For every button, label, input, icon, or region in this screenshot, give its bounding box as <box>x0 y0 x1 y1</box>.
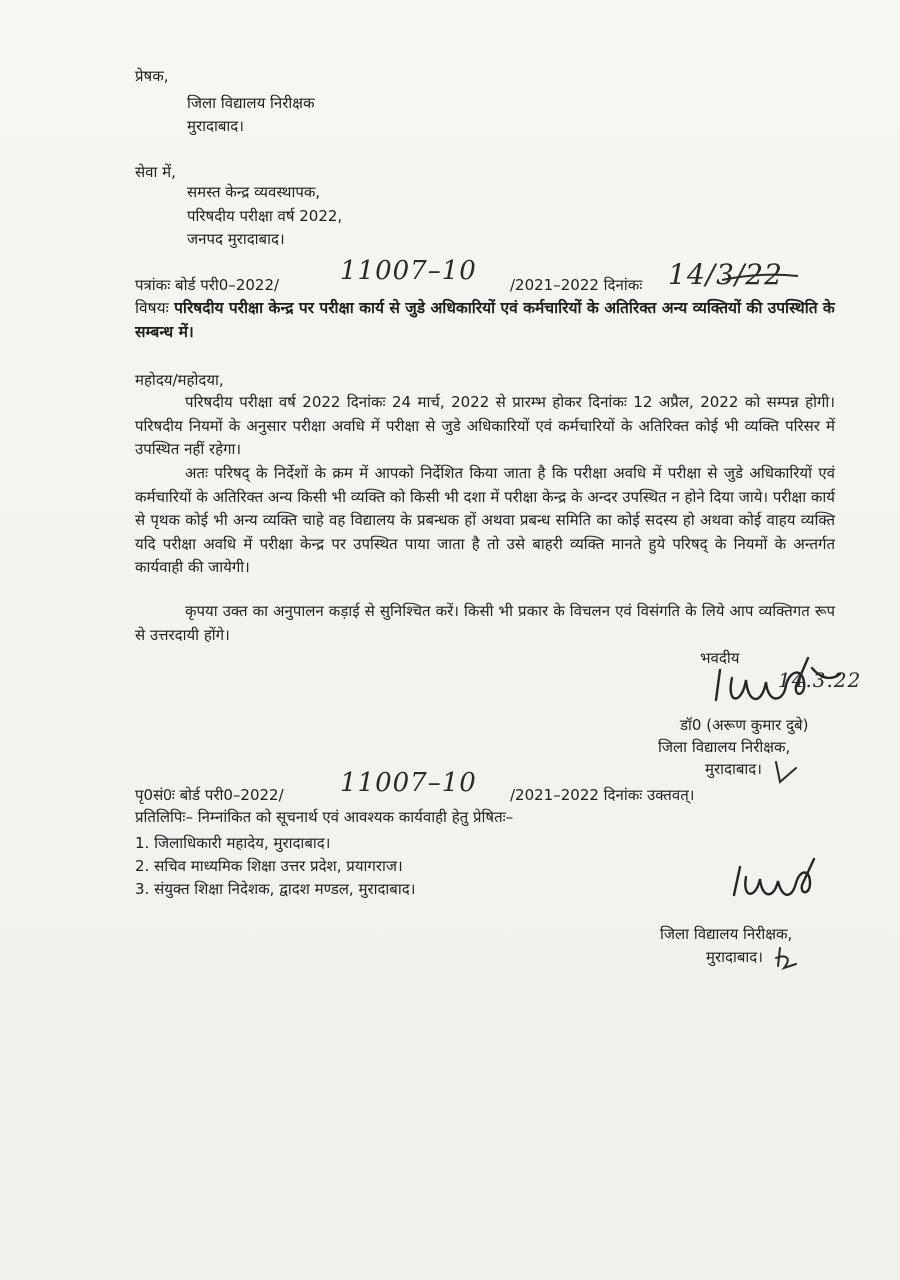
recipient-line-1: समस्त केन्द्र व्यवस्थापक, <box>187 183 321 201</box>
recipient-line-2: परिषदीय परीक्षा वर्ष 2022, <box>187 207 343 225</box>
sender-line-2: मुरादाबाद। <box>187 117 244 135</box>
body-paragraph-2: अतः परिषद् के निर्देशों के क्रम में आपको निर्देशित किया जाता है कि परीक्षा अवधि में परीक्षा से जुडे अधिकारियों एवं कर्मचारियों के अतिरिक्त अन्य किसी भी व्यक्ति को किसी भी दशा में परीक्षा केन्द्र के अन्दर उपस्थित न होने दिया जाये। परीक्षा कार्य से पृथक कोई भी अन्य व्यक्ति चाहे वह विद्यालय के प्रबन्धक हों अथवा प्रबन्ध समिति का कोई सदस्य हो अथवा कोई वाहय व्यक्ति यदि परीक्षा अवधि में परीक्षा केन्द्र पर उपस्थित पाया जाता है तो उसे बाहरी व्यक्ति मानते हुये परिषद् के नियमों के अन्तर्गत कार्यवाही की जायेगी। <box>135 464 835 576</box>
footer-place: मुरादाबाद। <box>706 948 763 966</box>
reference-suffix: /2021–2022 दिनांकः <box>510 276 643 294</box>
signatory-place: मुरादाबाद। <box>705 760 762 778</box>
sender-line-1: जिला विद्यालय निरीक्षक <box>187 94 315 112</box>
copy-recipient-2: 2. सचिव माध्यमिक शिक्षा उत्तर प्रदेश, प्रयागराज। <box>135 857 403 875</box>
recipient-label: सेवा में, <box>135 163 176 181</box>
endorsement-suffix: /2021–2022 दिनांकः उक्तवत्। <box>510 786 695 804</box>
subject-text: परिषदीय परीक्षा केन्द्र पर परीक्षा कार्य से जुडे अधिकारियों एवं कर्मचारियों के अतिरिक्त अन्य व्यक्तियों की उपस्थिति के सम्बन्ध में। <box>135 299 835 341</box>
footer-designation: जिला विद्यालय निरीक्षक, <box>660 925 793 943</box>
closing: भवदीय <box>700 649 740 667</box>
signature-date-handwritten: 14.3.22 <box>778 668 862 692</box>
signatory-designation: जिला विद्यालय निरीक्षक, <box>658 738 791 756</box>
subject-label: विषयः <box>135 299 169 317</box>
subject-block <box>135 296 835 344</box>
body-paragraph-3: कृपया उक्त का अनुपालन कड़ाई से सुनिश्चित करें। किसी भी प्रकार के विचलन एवं विसंगति के लिये आप व्यक्तिगत रूप से उत्तरदायी होंगे। <box>135 602 835 644</box>
reference-number-handwritten: 11007–10 <box>340 256 477 286</box>
initial-mark <box>770 758 800 788</box>
copy-recipient-1: 1. जिलाधिकारी महादेय, मुरादाबाद। <box>135 834 331 852</box>
footer-signature-scribble <box>730 855 830 910</box>
copy-to-line: प्रतिलिपिः– निम्नांकित को सूचनार्थ एवं आवश्यक कार्यवाही हेतु प्रेषितः– <box>135 808 514 826</box>
reference-date-handwritten: 14/3/22 <box>668 258 783 291</box>
reference-prefix: पत्रांकः बोर्ड परी0–2022/ <box>135 276 280 294</box>
footer-initial-mark <box>770 944 800 974</box>
sender-label: प्रेषक, <box>135 67 169 85</box>
copy-recipient-3: 3. संयुक्त शिक्षा निदेशक, द्वादश मण्डल, मुरादाबाद। <box>135 880 416 898</box>
endorsement-number-handwritten: 11007–10 <box>340 768 477 798</box>
salutation: महोदय/महोदया, <box>135 371 224 389</box>
recipient-line-3: जनपद मुरादाबाद। <box>187 230 285 248</box>
date-underline-stroke <box>720 268 800 288</box>
endorsement-prefix: पृ0सं0ः बोर्ड परी0–2022/ <box>135 786 284 804</box>
body-paragraph-1: परिषदीय परीक्षा वर्ष 2022 दिनांकः 24 मार्च, 2022 से प्रारम्भ होकर दिनांकः 12 अप्रैल, 2022 को सम्पन्न होगी। परिषदीय नियमों के अनुसार परीक्षा अवधि में परीक्षा से जुडे अधिकारियों एवं कर्मचारियों के अतिरिक्त कोई भी व्यक्ति परिसर में उपस्थित नहीं रहेगा। <box>135 393 835 458</box>
signatory-name: डॉ0 (अरूण कुमार दुबे) <box>680 716 809 734</box>
